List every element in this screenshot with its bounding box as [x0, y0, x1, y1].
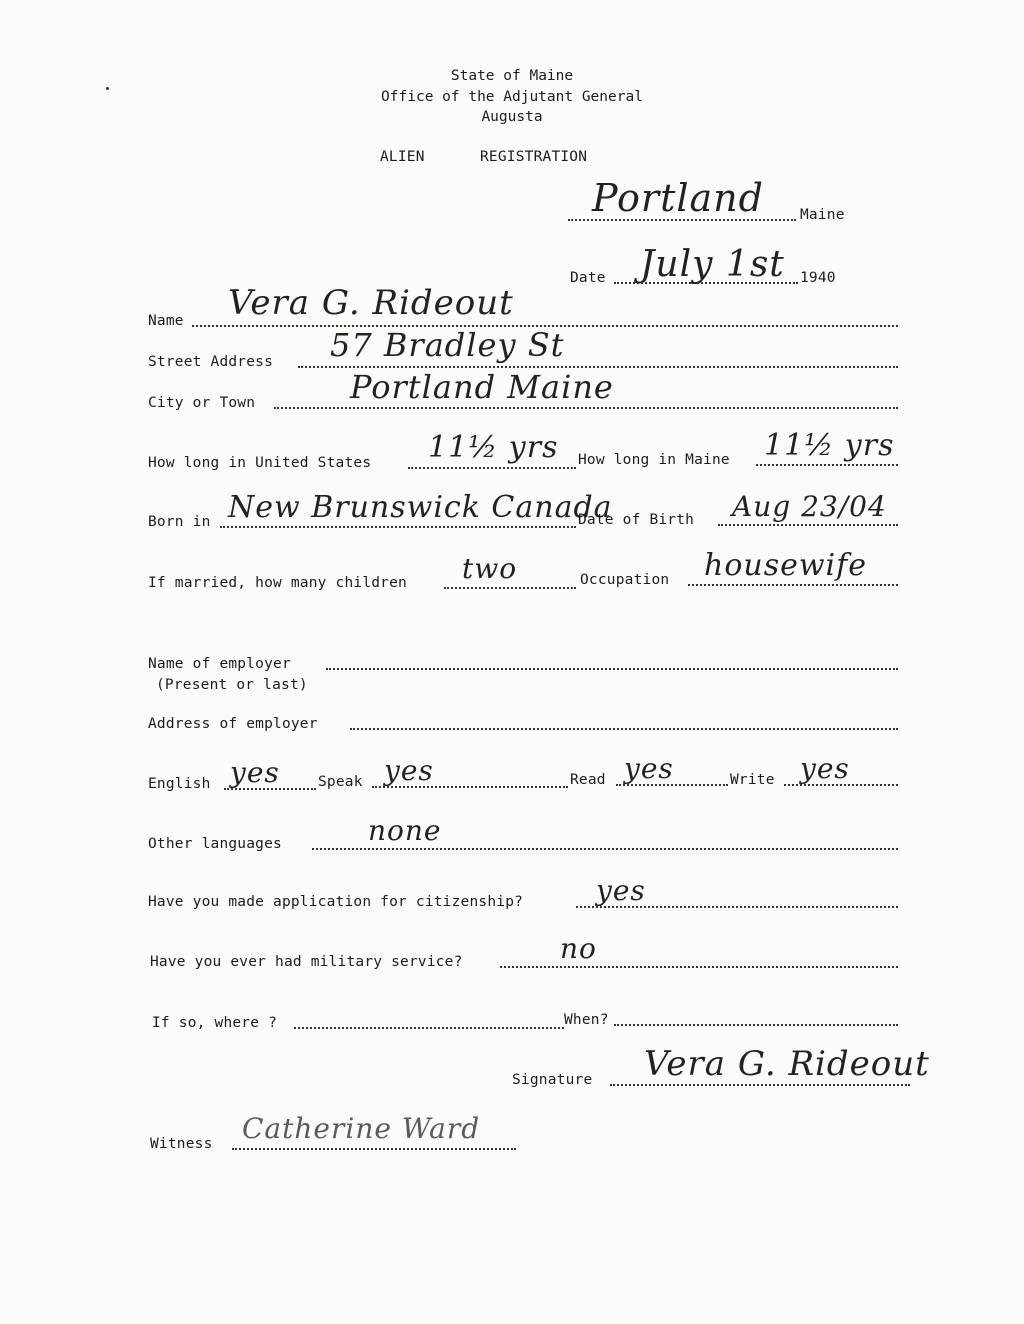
header-office: Office of the Adjutant General: [381, 89, 643, 105]
signature-label: Signature: [512, 1072, 593, 1088]
how-long-us-value: 11½ yrs: [428, 430, 559, 465]
when-dots: [614, 1010, 898, 1026]
english-label: English: [148, 776, 211, 792]
occupation-value: housewife: [704, 548, 867, 583]
speak-value: yes: [384, 754, 434, 787]
speak-label: Speak: [318, 774, 363, 790]
name-label: Name: [148, 313, 184, 329]
how-long-us-label: How long in United States: [148, 455, 372, 471]
witness-label: Witness: [150, 1136, 213, 1152]
read-value: yes: [624, 752, 674, 785]
street-label: Street Address: [148, 354, 274, 370]
employer-address-label: Address of employer: [148, 716, 318, 732]
write-label: Write: [730, 772, 775, 788]
how-long-maine-label: How long in Maine: [578, 452, 730, 468]
citizenship-label: Have you made application for citizenship?: [148, 894, 524, 910]
employer-name-dots: [326, 654, 898, 670]
place-state-label: Maine: [800, 207, 845, 223]
witness-value: Catherine Ward: [242, 1112, 481, 1145]
military-value: no: [560, 932, 597, 965]
employer-address-dots: [350, 714, 898, 730]
other-languages-value: none: [368, 814, 442, 847]
city-value: Portland Maine: [350, 368, 614, 406]
form-title-alien: ALIEN: [380, 149, 425, 165]
name-value: Vera G. Rideout: [228, 283, 514, 323]
header-state: State of Maine: [450, 68, 574, 84]
children-label: If married, how many children: [148, 575, 407, 591]
header-city: Augusta: [481, 109, 543, 125]
read-label: Read: [570, 772, 606, 788]
where-label: If so, where ?: [152, 1015, 278, 1031]
signature-value: Vera G. Rideout: [644, 1044, 930, 1084]
street-value: 57 Bradley St: [330, 326, 565, 364]
where-dots: [294, 1013, 564, 1029]
dob-value: Aug 23/04: [732, 490, 887, 523]
children-value: two: [462, 552, 518, 585]
citizenship-value: yes: [596, 874, 646, 907]
military-label: Have you ever had military service?: [150, 954, 463, 970]
date-year: 1940: [800, 270, 836, 286]
date-label: Date: [570, 270, 606, 286]
form-title-registration: REGISTRATION: [480, 149, 588, 165]
city-label: City or Town: [148, 395, 256, 411]
write-value: yes: [800, 752, 850, 785]
dob-label: Date of Birth: [578, 512, 695, 528]
date-value: July 1st: [640, 244, 785, 285]
born-in-label: Born in: [148, 514, 211, 530]
english-value: yes: [230, 756, 280, 789]
when-label: When?: [564, 1012, 609, 1028]
occupation-label: Occupation: [580, 572, 670, 588]
place-value: Portland: [592, 176, 764, 220]
how-long-maine-value: 11½ yrs: [764, 428, 895, 463]
employer-name-label: Name of employer: [148, 656, 291, 672]
other-languages-label: Other languages: [148, 836, 282, 852]
born-in-value: New Brunswick Canada: [228, 490, 613, 525]
employer-name-sublabel: (Present or last): [156, 677, 308, 693]
